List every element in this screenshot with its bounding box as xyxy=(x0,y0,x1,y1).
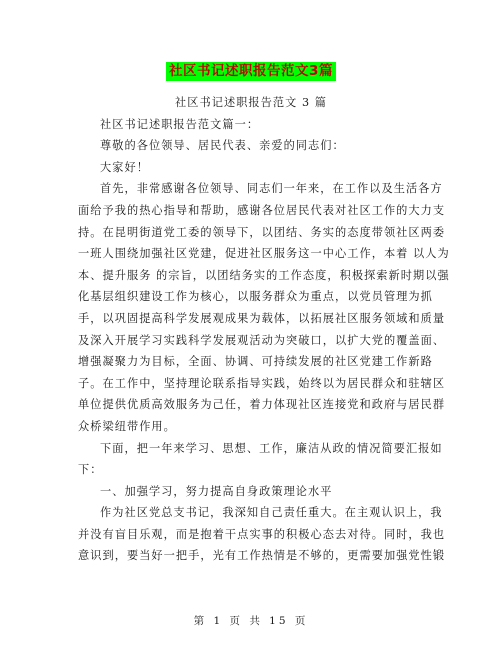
section-heading: 社区书记述职报告范文篇一： xyxy=(100,117,260,131)
paragraph-line: 单位提供优质高效服务为己任，着力体现社区连接党和政府与居民群 xyxy=(78,398,446,412)
paragraph-line: 众桥梁纽带作用。 xyxy=(78,419,176,433)
highlighted-title: 社区书记述职报告范文3篇 xyxy=(166,62,336,81)
paragraph-line: 下： xyxy=(78,463,103,477)
document-body xyxy=(78,92,450,567)
section-heading: 一、加强学习，努力提高自身政策理论水平 xyxy=(100,484,333,498)
title-wrapper xyxy=(0,60,502,81)
paragraph-line: 作为社区党总支书记，我深知自己责任重大。在主观认识上，我 xyxy=(100,506,443,520)
document-subtitle: 社区书记述职报告范文 3 篇 xyxy=(175,96,327,109)
paragraph-line: 子。在工作中，坚持理论联系指导实践，始终以为居民群众和驻辖区 xyxy=(78,376,446,390)
paragraph-line: 首先，非常感谢各位领导、同志们一年来，在工作以及生活各方 xyxy=(100,182,443,196)
paragraph-line: 本、提升服务 的宗旨，以团结务实的工作态度，积极探索新时期以强 xyxy=(78,268,450,282)
paragraph-line: 持。在昆明街道党工委的领导下，以团结、务实的态度带领社区两委 xyxy=(78,225,446,239)
paragraph-line: 并没有盲目乐观，而是抱着干点实事的积极心态去对待。同时，我也 xyxy=(78,527,446,541)
paragraph-line: 面给予我的热心指导和帮助，感谢各位居民代表对社区工作的大力支 xyxy=(78,203,446,217)
greeting: 大家好！ xyxy=(100,160,149,174)
paragraph-line: 化基层组织建设工作为核心，以服务群众为重点，以党员管理为抓 xyxy=(78,290,433,304)
salutation: 尊敬的各位领导、居民代表、亲爱的同志们： xyxy=(100,139,345,153)
paragraph-line: 及深入开展学习实践科学发展观活动为突破口，以扩大党的覆盖面、 xyxy=(78,333,446,347)
paragraph-line: 手，以巩固提高科学发展观成果为载体，以拓展社区服务领域和质量 xyxy=(78,311,446,325)
page-footer: 第 1 页 共 15 页 xyxy=(193,615,309,627)
paragraph-line: 一班人围绕加强社区党建，促进社区服务这一中心工作，本着 以人为 xyxy=(78,247,450,261)
paragraph-line: 意识到，要当好一把手，光有工作热情是不够的，更需要加强党性锻 xyxy=(78,549,446,563)
paragraph-line: 下面，把一年来学习、思想、工作，廉洁从政的情况简要汇报如 xyxy=(100,441,443,455)
paragraph-line: 增强凝聚力为目标，全面、协调、可持续发展的社区党建工作新路 xyxy=(78,355,433,369)
